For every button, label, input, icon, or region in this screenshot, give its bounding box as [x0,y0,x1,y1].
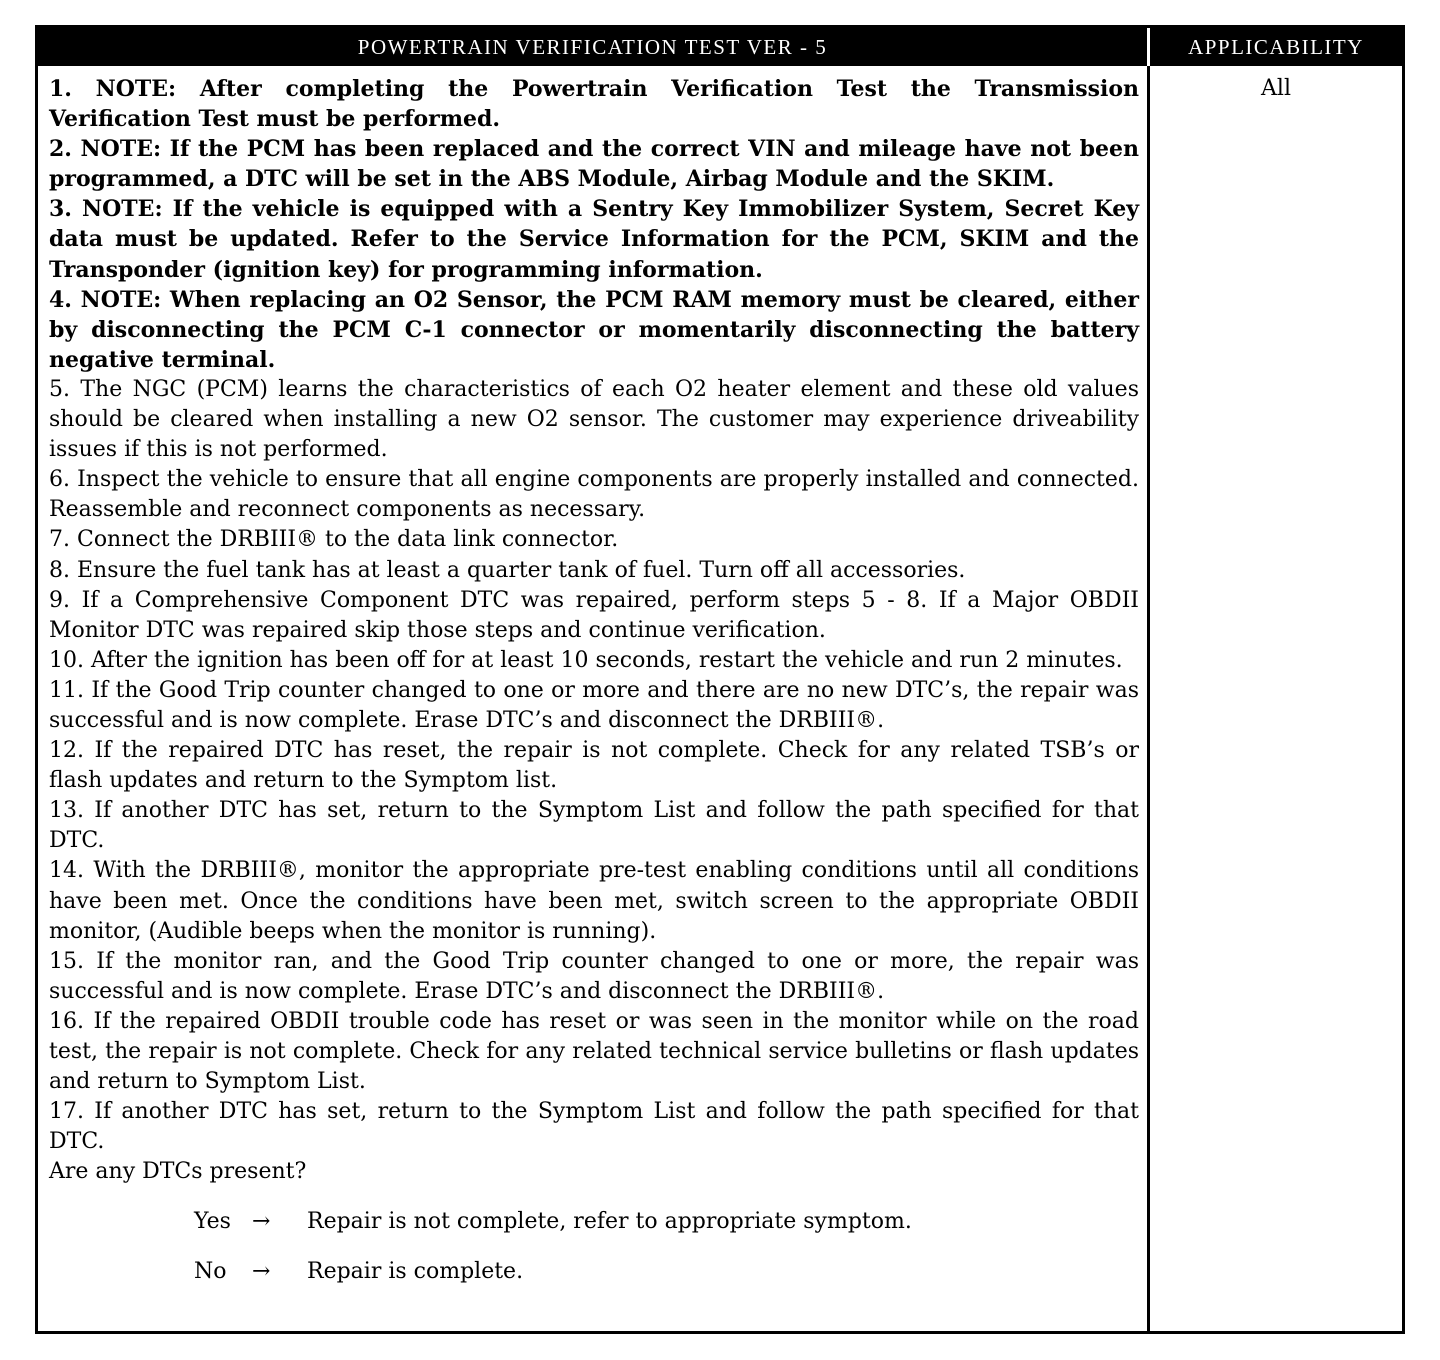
step-9: 9. If a Comprehensive Component DTC was repaired, perform steps 5 - 8. If a Major OBDII Monitor DTC was repaired skip those steps and continue verification. [49,587,1139,643]
step-3-note: 3. NOTE: If the vehicle is equipped with a Sentry Key Immobilizer System, Secret Key data must be updated. Refer to the Service Information for the PCM, SKIM and the Transponder (ignition key) for programming information. [49,196,1139,283]
verification-test-table [35,25,1405,1334]
answer-no-result: Repair is complete. [307,1258,524,1284]
applicability-value: All [1261,76,1291,101]
step-14: 14. With the DRBIII®, monitor the appropriate pre-test enabling conditions until all conditions have been met. Once the conditions have been met, switch screen to the appropriate OBDII monitor, (Audible beeps when the monitor is running). [49,858,1139,944]
arrow-right-icon: → [252,1209,271,1235]
step-2-note: 2. NOTE: If the PCM has been replaced and the correct VIN and mileage have not been programmed, a DTC will be set in the ABS Module, Airbag Module and the SKIM. [49,136,1139,193]
step-4-note: 4. NOTE: When replacing an O2 Sensor, the PCM RAM memory must be cleared, either by disconnecting the PCM C-1 connector or momentarily disconnecting the battery negative terminal. [49,286,1139,373]
step-17: 17. If another DTC has set, return to the Symptom List and follow the path specified for that DTC. [49,1099,1139,1155]
arrow-right-icon: → [252,1258,271,1284]
step-15: 15. If the monitor ran, and the Good Trip counter changed to one or more, the repair was successful and is now complete. Erase DTC’s and disconnect the DRBIII®. [49,948,1139,1004]
step-6: 6. Inspect the vehicle to ensure that all engine components are properly installed and connected. Reassemble and reconnect components as necessary. [49,467,1139,523]
step-16: 16. If the repaired OBDII trouble code has reset or was seen in the monitor while on the road test, the repair is not complete. Check for any related technical service bulletins or flash updates and return to Symptom List. [49,1008,1139,1095]
step-11: 11. If the Good Trip counter changed to one or more and there are no new DTC’s, the repair was successful and is now complete. Erase DTC’s and disconnect the DRBIII®. [49,677,1139,733]
step-13: 13. If another DTC has set, return to the Symptom List and follow the path specified for that DTC. [49,798,1139,854]
applicability-cell [1150,66,1402,1331]
answer-no [194,1257,1139,1287]
answer-yes-result: Repair is not complete, refer to appropriate symptom. [307,1209,912,1235]
step-1-note: 1. NOTE: After completing the Powertrain Verification Test the Transmission Verification Test must be performed. [49,76,1139,133]
dtc-question: Are any DTCs present? [49,1159,307,1185]
table-header-applicability: APPLICABILITY [1150,28,1402,66]
step-8: 8. Ensure the fuel tank has at least a quarter tank of fuel. Turn off all accessories. [49,557,966,583]
step-5: 5. The NGC (PCM) learns the characteristics of each O2 heater element and these old values should be cleared when installing a new O2 sensor. The customer may experience driveability issues if this is not performed. [49,376,1139,463]
answer-yes [194,1207,1139,1237]
answer-no-label: No [194,1258,227,1284]
step-7: 7. Connect the DRBIII® to the data link connector. [49,527,619,553]
step-12: 12. If the repaired DTC has reset, the repair is not complete. Check for any related TSB’s or flash updates and return to the Symptom list. [49,738,1139,794]
step-10: 10. After the ignition has been off for at least 10 seconds, restart the vehicle and run 2 minutes. [49,647,1123,673]
answer-yes-label: Yes [194,1209,231,1235]
table-header-title: POWERTRAIN VERIFICATION TEST VER - 5 [38,28,1150,66]
test-steps-cell [38,66,1150,1331]
